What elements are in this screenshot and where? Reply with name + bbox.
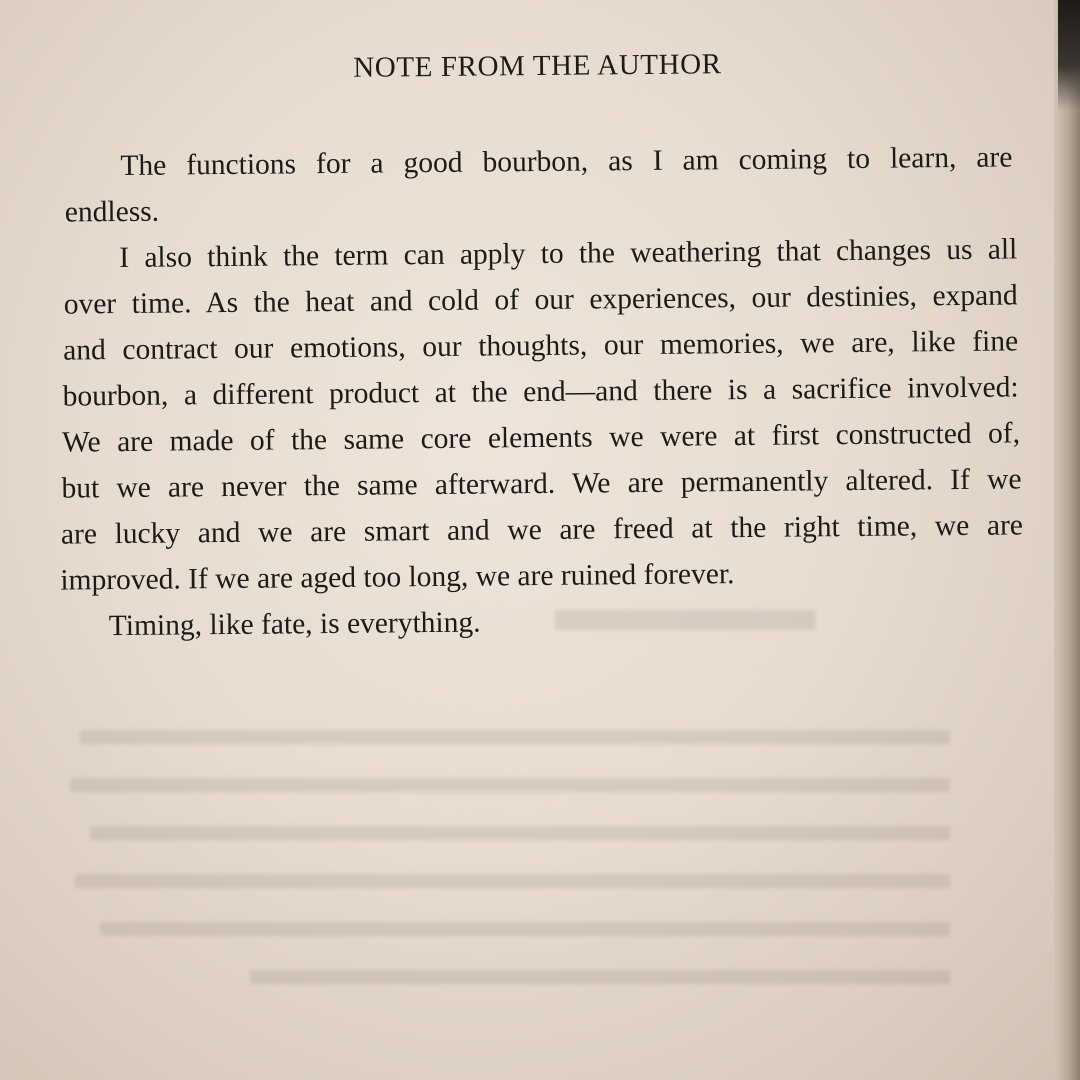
body-line: The functions for a good bourbon, as I am coming to learn, are (120, 141, 1013, 183)
body-line: Timing, like fate, is everything. (108, 606, 481, 643)
body-line: are lucky and we are smart and we are freed at the right time, we are (60, 509, 1024, 551)
page-corner-shadow (1058, 0, 1080, 110)
body-line: I also think the term can apply to the weathering that changes us all (119, 233, 1018, 275)
page-heading: NOTE FROM THE AUTHOR (353, 48, 722, 84)
body-line: improved. If we are aged too long, we are ruined forever. (60, 558, 735, 597)
body-line: We are made of the same core elements we were at first constructed of, (61, 417, 1021, 459)
body-line: and contract our emotions, our thoughts, our memories, we are, like fine (63, 325, 1019, 367)
body-line: but we are never the same afterward. We are permanently altered. If we (61, 463, 1022, 505)
body-line: endless. (64, 195, 160, 229)
page-edge-shadow (1054, 0, 1080, 1080)
body-line: over time. As the heat and cold of our experiences, our destinies, expand (63, 279, 1018, 321)
body-line: bourbon, a different product at the end—and there is a sacrifice involved: (62, 371, 1019, 413)
